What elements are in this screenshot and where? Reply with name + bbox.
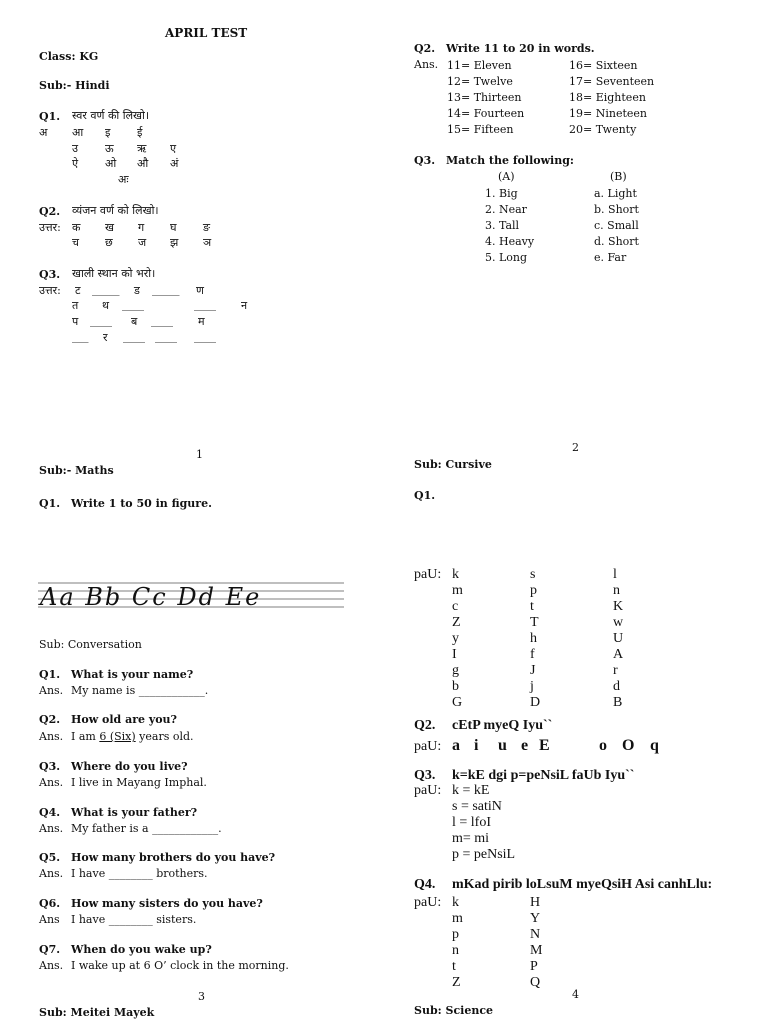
match-letters-right: H Y N M P Q xyxy=(530,895,543,990)
conversation-a2: Ans. I am 6 (Six) years old. xyxy=(39,730,194,743)
match-col-b-header: (B) xyxy=(610,170,627,183)
conversation-q4: Q4. What is your father? xyxy=(39,806,198,819)
page-number-1: 1 xyxy=(196,448,203,461)
match-col-b: a. Light b. Short c. Small d. Short e. Far xyxy=(594,187,639,264)
match-col-a: 1. Big 2. Near 3. Tall 4. Heavy 5. Long xyxy=(485,187,535,264)
class-label: Class: KG xyxy=(39,50,99,63)
subject-maths: Sub:- Maths xyxy=(39,464,114,477)
cursive-q4-ans: paU: xyxy=(414,895,442,910)
page-number-2: 2 xyxy=(572,441,579,454)
conversation-q2: Q2. How old are you? xyxy=(39,713,177,726)
english-q2-ans: Ans. xyxy=(414,58,439,71)
english-q3-text: Match the following: xyxy=(446,154,574,167)
number-words-left: 11= Eleven 12= Twelve 13= Thirteen 14= Fourteen 15= Fifteen xyxy=(447,59,525,136)
cursive-q3-lines: k = kE s = satiN l = lfoI m= mi p = peNsiL xyxy=(452,783,516,862)
hindi-q2-ans: उत्तर: xyxy=(39,221,61,234)
cursive-q3-text: k=kE dgi p=peNsiL faUb Iyu`` xyxy=(452,768,635,783)
conversation-q6: Q6. How many sisters do you have? xyxy=(39,897,263,910)
conversation-q7: Q7. When do you wake up? xyxy=(39,943,212,956)
match-col-a-header: (A) xyxy=(498,170,515,183)
hindi-q3-ans: उत्तर: xyxy=(39,284,61,297)
maths-q1-num: Q1. xyxy=(39,497,61,510)
hindi-q3-text: खाली स्थान को भरो। xyxy=(72,267,156,280)
hindi-q3-num: Q3. xyxy=(39,268,61,281)
english-q2-num: Q2. xyxy=(414,42,436,55)
number-words-right: 16= Sixteen 17= Seventeen 18= Eighteen 19= Nineteen 20= Twenty xyxy=(569,59,655,136)
handwriting-lines xyxy=(38,578,344,612)
cursive-q4-text: mKad pirib loLsuM myeQsiH Asi canhLlu: xyxy=(452,877,713,892)
letter-grid-col-2: s p t T h f J j D xyxy=(530,567,541,710)
hindi-q1-text: स्वर वर्ण की लिखो। xyxy=(72,109,150,122)
english-q3-num: Q3. xyxy=(414,154,436,167)
hindi-q2-num: Q2. xyxy=(39,205,61,218)
cursive-q2-ans: paU: xyxy=(414,739,442,754)
svg-text:Aa Bb Cc Dd Ee: Aa Bb Cc Dd Ee xyxy=(40,583,262,611)
conversation-q3: Q3. Where do you live? xyxy=(39,760,188,773)
hindi-q1-row-4: अः xyxy=(118,173,129,186)
conversation-a5: Ans. I have ________ brothers. xyxy=(39,867,208,880)
cursive-q3-ans: paU: xyxy=(414,783,442,798)
cursive-q3-num: Q3. xyxy=(414,768,436,783)
english-q2-text: Write 11 to 20 in words. xyxy=(446,42,595,55)
maths-q1-text: Write 1 to 50 in figure. xyxy=(71,497,212,510)
page-number-4: 4 xyxy=(572,988,579,1001)
conversation-a7: Ans. I wake up at 6 O’ clock in the morning. xyxy=(39,959,289,972)
letter-grid-col-1: k m c Z y I g b G xyxy=(452,567,463,710)
conversation-q1: Q1. What is your name? xyxy=(39,668,194,681)
conversation-a3: Ans. I live in Mayang Imphal. xyxy=(39,776,207,789)
subject-meitei-mayek: Sub: Meitei Mayek xyxy=(39,1006,155,1019)
hindi-q2-text: व्यंजन वर्ण को लिखो। xyxy=(72,204,159,217)
letter-grid-col-3: l n K w U A r d B xyxy=(613,567,624,710)
cursive-practice-strip xyxy=(38,578,344,612)
page-title: APRIL TEST xyxy=(165,26,248,40)
match-letters-left: k m p n t Z xyxy=(452,895,463,990)
subject-conversation: Sub: Conversation xyxy=(39,638,142,651)
hindi-q1-num: Q1. xyxy=(39,110,61,123)
conversation-q5: Q5. How many brothers do you have? xyxy=(39,851,276,864)
cursive-q2-num: Q2. xyxy=(414,718,436,733)
cursive-q1-ans: paU: xyxy=(414,567,442,582)
page-number-3: 3 xyxy=(198,990,205,1003)
cursive-q4-num: Q4. xyxy=(414,877,436,892)
cursive-q2-text: cEtP myeQ Iyu`` xyxy=(452,718,553,733)
subject-cursive: Sub: Cursive xyxy=(414,458,492,471)
cursive-q1-num: Q1. xyxy=(414,489,436,502)
subject-hindi: Sub:- Hindi xyxy=(39,79,110,92)
subject-science: Sub: Science xyxy=(414,1004,494,1017)
conversation-a4: Ans. My father is a ____________. xyxy=(39,822,222,835)
conversation-a1: Ans. My name is ____________. xyxy=(39,684,209,697)
conversation-a6: Ans I have ________ sisters. xyxy=(39,913,197,926)
